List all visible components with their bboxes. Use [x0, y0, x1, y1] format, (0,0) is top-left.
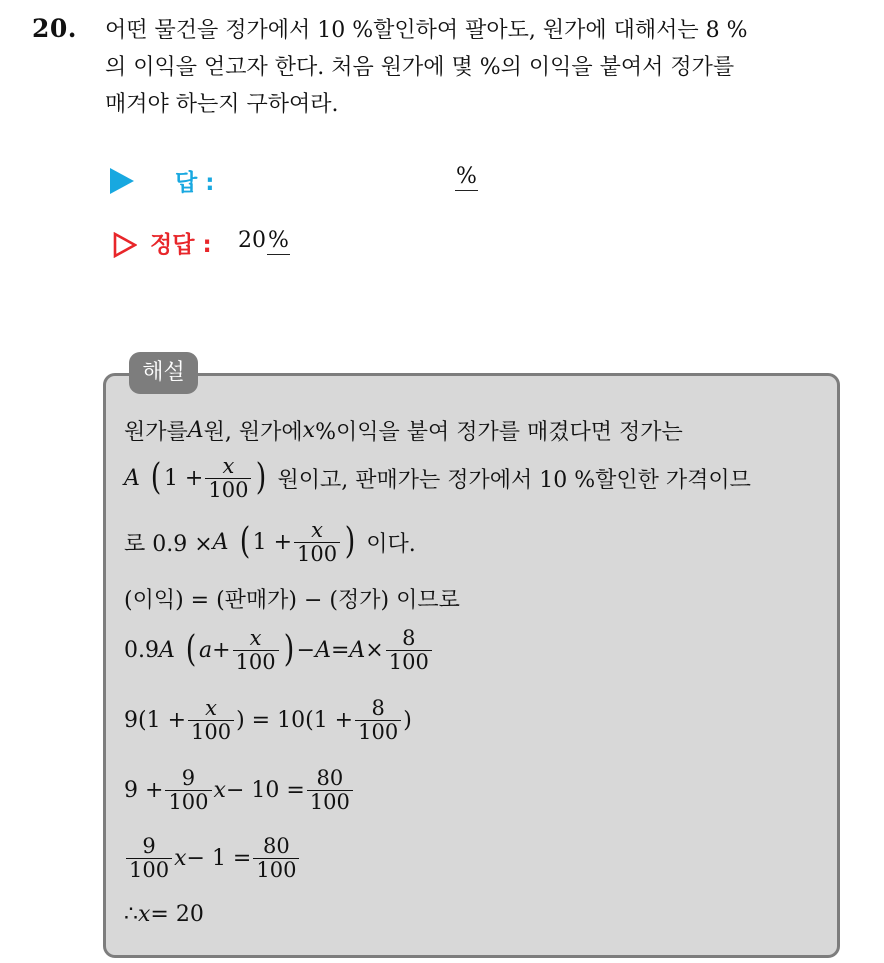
- correct-answer-label: 정답 :: [150, 232, 212, 258]
- text: ×: [365, 637, 384, 663]
- text: 로 0.9 ×: [124, 531, 213, 557]
- correct-answer-value: [238, 228, 290, 253]
- text: = 20: [150, 901, 204, 927]
- outline-triangle-icon: [113, 232, 137, 258]
- solution-line-5: [124, 628, 434, 672]
- fraction: [188, 697, 234, 742]
- question-line: 매겨야 하는지 구하여라.: [105, 92, 339, 117]
- numerator: 9: [142, 834, 156, 859]
- answer-blank[interactable]: %: [456, 164, 477, 189]
- text: 원, 원가에: [203, 419, 303, 445]
- solution-line-4: (이익) = (판매가) − (정가) 이므로: [124, 587, 460, 613]
- text: 9 +: [124, 777, 164, 803]
- var: a: [198, 637, 213, 663]
- text: −: [296, 637, 316, 663]
- paren: (: [150, 457, 162, 498]
- fraction: [165, 767, 211, 812]
- numerator: x: [222, 454, 235, 479]
- paren: ): [344, 521, 356, 562]
- text: 0.9: [124, 637, 159, 663]
- fraction: [205, 455, 251, 500]
- var: A: [349, 637, 366, 663]
- text: − 1 =: [186, 845, 252, 871]
- var: A: [212, 529, 229, 555]
- numerator: 8: [402, 626, 416, 651]
- solution-line-8: [124, 836, 301, 880]
- answer-row: [110, 163, 510, 199]
- question-line: 의 이익을 얻고자 한다. 처음 원가에 몇 %의 이익을 붙여서 정가를: [105, 55, 735, 80]
- text: 원이고, 판매가는 정가에서 10 %할인한 가격이므: [277, 467, 751, 493]
- solution-line-2: [124, 456, 751, 500]
- question-number: 20.: [32, 14, 77, 43]
- solution-line-9: [124, 892, 204, 936]
- paren: (: [185, 629, 197, 670]
- text: +: [212, 637, 231, 663]
- text: %이익을 붙여 정가를 매겼다면 정가는: [315, 419, 683, 445]
- denominator: 100: [355, 720, 401, 743]
- text: 9(1 +: [124, 707, 187, 733]
- fraction: [355, 697, 401, 742]
- solution-line-1: [124, 408, 683, 452]
- var: A: [159, 637, 175, 663]
- question-text: [105, 12, 865, 123]
- solution-line-6: [124, 698, 412, 742]
- var: A: [124, 465, 140, 491]
- text: ) = 10(1 +: [236, 707, 354, 733]
- fraction: [386, 627, 432, 672]
- correct-answer-number: 20: [238, 228, 266, 253]
- paren: ): [283, 629, 294, 670]
- text: ): [403, 707, 412, 733]
- answer-label: 답 :: [175, 170, 215, 196]
- numerator: 80: [316, 766, 344, 791]
- numerator: x: [249, 626, 262, 651]
- denominator: 100: [188, 720, 234, 743]
- var: x: [138, 901, 151, 927]
- var: x: [174, 845, 187, 871]
- fraction: [253, 835, 299, 880]
- text: =: [330, 637, 350, 663]
- fraction: [307, 767, 353, 812]
- correct-answer-unit: %: [268, 228, 289, 253]
- therefore-symbol: ∴: [124, 901, 138, 927]
- filled-triangle-icon: [110, 168, 134, 194]
- var: A: [187, 417, 204, 443]
- var: A: [315, 637, 331, 663]
- denominator: 100: [126, 858, 172, 881]
- solution-tab: 해설: [129, 352, 198, 394]
- numerator: 80: [263, 834, 290, 859]
- var: x: [302, 417, 316, 443]
- denominator: 100: [386, 650, 432, 673]
- denominator: 100: [205, 478, 251, 501]
- question-line: 어떤 물건을 정가에서 10 %할인하여 팔아도, 원가에 대해서는 8 %: [105, 18, 748, 43]
- solution-line-3: [124, 520, 416, 564]
- denominator: 100: [307, 790, 353, 813]
- numerator: x: [311, 518, 324, 543]
- numerator: 9: [181, 766, 196, 791]
- solution-line-7: [124, 768, 355, 812]
- var: x: [213, 777, 226, 803]
- fraction: [294, 519, 340, 564]
- denominator: 100: [253, 858, 299, 881]
- numerator: x: [205, 696, 217, 721]
- text: − 10 =: [225, 777, 305, 803]
- paren: (: [239, 521, 250, 562]
- fraction: [233, 627, 279, 672]
- text: 원가를: [124, 419, 188, 445]
- denominator: 100: [294, 542, 340, 565]
- paren: ): [256, 457, 267, 498]
- numerator: 8: [371, 696, 385, 721]
- correct-answer-row: [110, 226, 510, 262]
- text: 1 +: [163, 465, 204, 491]
- denominator: 100: [233, 650, 279, 673]
- denominator: 100: [165, 790, 211, 813]
- text: 이다.: [366, 531, 416, 557]
- fraction: [126, 835, 172, 880]
- text: 1 +: [252, 529, 293, 555]
